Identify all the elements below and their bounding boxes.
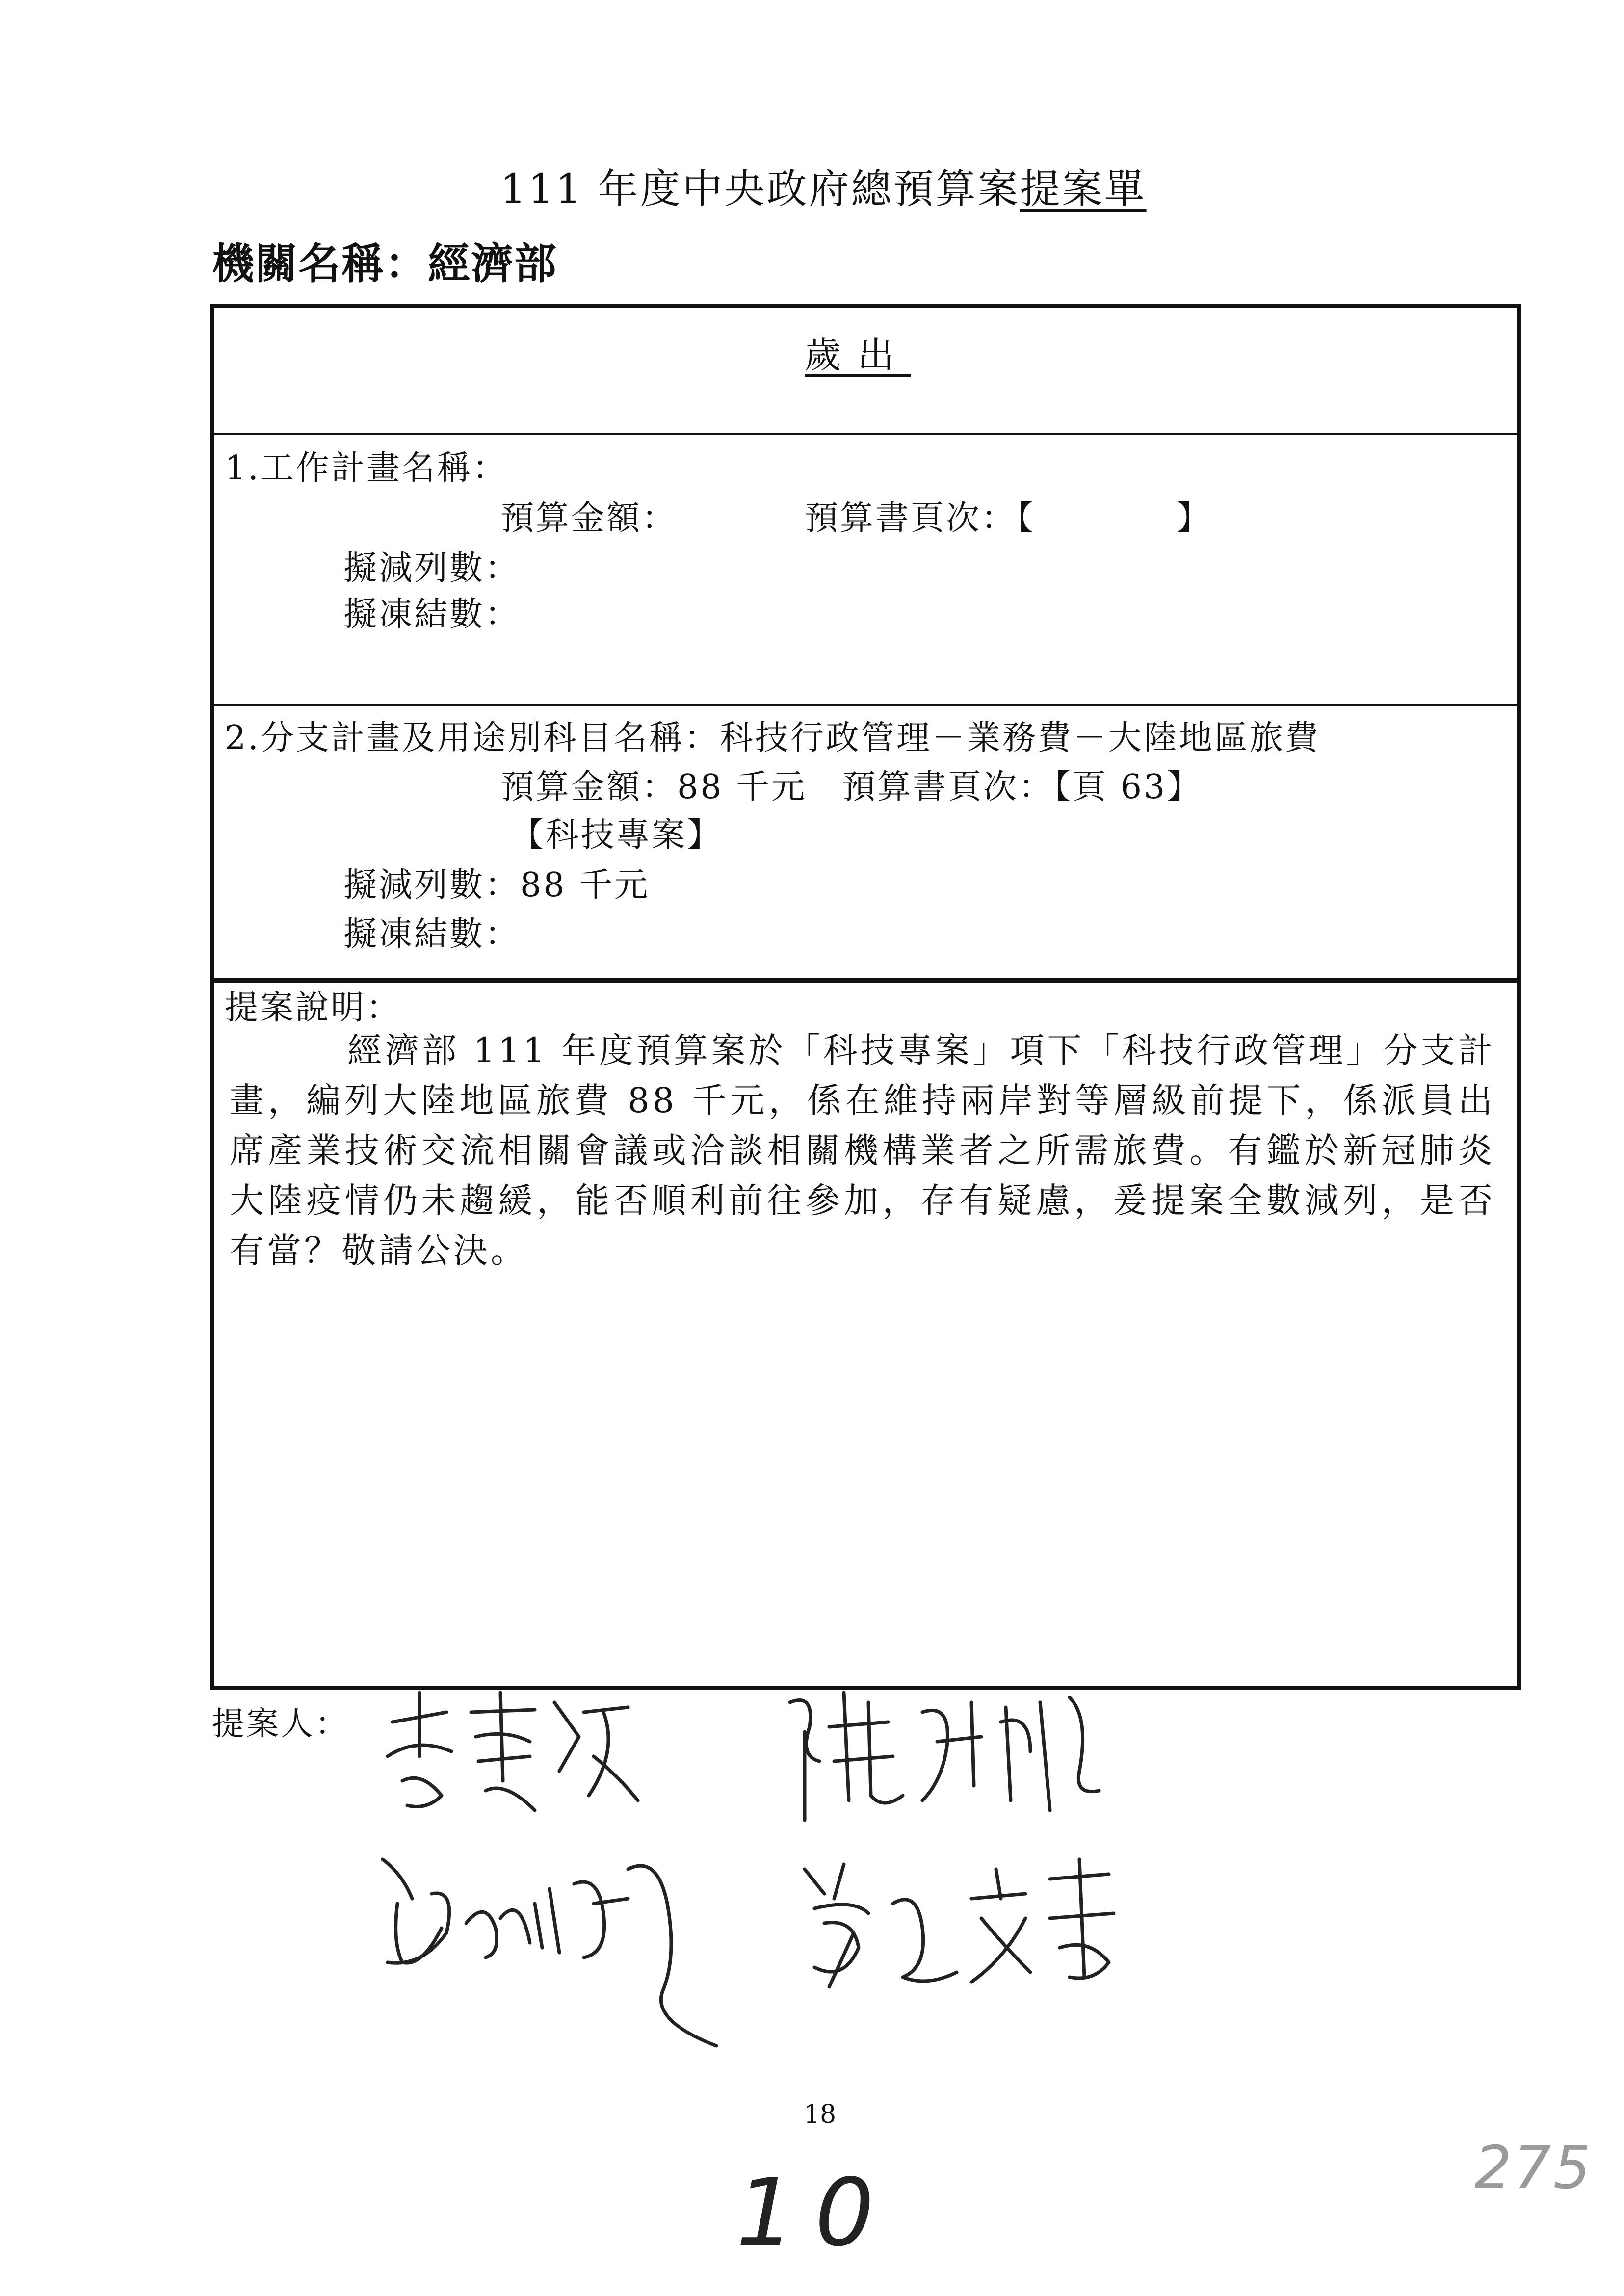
item1-name-label: 1.工作計畫名稱： [225,449,508,488]
proposer-label: 提案人： [212,1705,349,1743]
item1-budget-page-label: 預算書頁次：【 】 [805,499,1212,538]
item1-cut-label: 擬減列數： [343,549,521,588]
explanation-body: 經濟部 111 年度預算案於「科技專案」項下「科技行政管理」分支計畫，編列大陸地區旅費 88 千元，係在維持兩岸對等層級前提下，係派員出席產業技術交流相關會議或洽談相關機構業者之所需旅費。有鑑於新冠肺炎大陸疫情仍未趨緩，能否順利前往參加，存有疑慮，爰提案全數減列，是否有當？敬請公決。 [230,1030,1495,1271]
title-underlined-text: 提案單 [1020,166,1147,212]
agency-name: 機關名稱：經濟部 [212,239,557,288]
signature-2 [775,1673,1109,1830]
item2-freeze-label: 擬凍結數： [343,915,521,954]
divider-item1 [214,704,1517,706]
signature-4 [795,1850,1119,1997]
item2-budget-line: 預算金額：88 千元 預算書頁次：【頁 63】 [500,768,1203,807]
signature-1 [373,1683,648,1830]
signature-3 [373,1845,726,2051]
item2-cut-line: 擬減列數：88 千元 [343,866,650,905]
item1-budget-amount-label: 預算金額： [500,499,678,538]
item2-name-label: 2.分支計畫及用途別科目名稱：科技行政管理－業務費－大陸地區旅費 [225,719,1320,757]
stamp-number: 275 [1474,2134,1593,2202]
item1-freeze-label: 擬凍結數： [343,595,521,634]
item2-tag: 【科技專案】 [510,816,723,855]
section-head-expenditure: 歲出 [805,334,911,376]
handwritten-number: 10 [736,2159,894,2267]
explanation-label: 提案說明： [225,989,402,1027]
page-title [500,157,1147,214]
divider-head [214,433,1517,435]
title-text: 111 年度中央政府總預算案 [500,166,1020,212]
divider-item2 [214,978,1517,983]
page-number: 18 [804,2100,837,2129]
